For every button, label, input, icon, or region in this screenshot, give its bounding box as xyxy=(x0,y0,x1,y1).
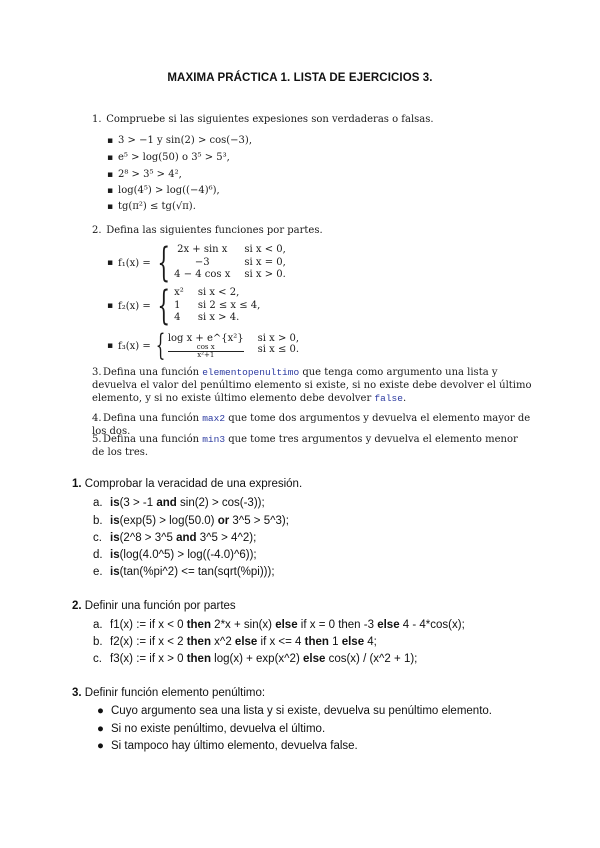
solution-2-heading: 2. Definir una función por partes xyxy=(72,600,236,612)
code-min3: min3 xyxy=(202,434,226,445)
exercise-4: 4.Defina una función max2 que tome dos argumentos y devuelva el elemento mayor de los dos. xyxy=(92,413,531,437)
exercise-2: 2. Defina las siguientes funciones por partes. xyxy=(92,225,323,236)
code-max2: max2 xyxy=(202,413,226,424)
solution-2-item-a: a. f1(x) := if x < 0 then 2*x + sin(x) else if x = 0 then -3 else 4 - 4*cos(x); xyxy=(93,619,465,631)
piecewise-f2 xyxy=(118,283,261,329)
solution-3-bullet: ● Si tampoco hay último elemento, devuelva false. xyxy=(97,740,358,752)
code-elementopenultimo: elementopenultimo xyxy=(202,367,300,378)
piecewise-f1 xyxy=(118,240,286,286)
bullet-icon: ● xyxy=(97,740,104,752)
exercise-1-item: ▪ tg(π²) ≤ tg(√π). xyxy=(118,201,196,213)
exercise-1-item: ▪ log(4⁵) > log((−4)⁶), xyxy=(118,185,220,197)
exercise-1-text: Compruebe si las siguientes expesiones son verdaderas o falsas. xyxy=(106,114,434,125)
solution-3-bullet: ● Cuyo argumento sea una lista y si existe, devuelva su penúltimo elemento. xyxy=(97,705,492,717)
solution-2-item-c: c. f3(x) := if x > 0 then log(x) + exp(x^2) else cos(x) / (x^2 + 1); xyxy=(93,653,418,665)
bullet-icon: ● xyxy=(97,723,104,735)
bullet-icon: ● xyxy=(97,705,104,717)
left-brace: { xyxy=(155,328,166,363)
exercise-1-item: ▪ 2⁸ > 3⁵ > 4², xyxy=(118,169,182,181)
function-name: ▪ f₃(x) = xyxy=(118,340,151,352)
solution-2-item-b: b. f2(x) := if x < 2 then x^2 else if x <= 4 then 1 else 4; xyxy=(93,636,377,648)
exercise-5: 5.Defina una función min3 que tome tres argumentos y devuelva el elemento menor de los tres. xyxy=(92,434,518,458)
solution-3-heading: 3. Definir función elemento penúltimo: xyxy=(72,687,266,699)
solution-3-bullet: ● Si no existe penúltimo, devuelva el último. xyxy=(97,723,326,735)
code-false: false xyxy=(374,393,403,404)
function-name: ▪ f₂(x) = xyxy=(118,300,151,312)
exercise-3: 3.Defina una función elementopenultimo que tenga como argumento una lista y devuelva el valor del penúltimo elemento si existe, si no existe debe devolver el último elemento, y si no existe último elemento debe devolver false. xyxy=(92,367,532,404)
solution-1-heading: 1. Comprobar la veracidad de una expresión. xyxy=(72,478,303,490)
exercise-1-item: ▪ e⁵ > log(50) o 3⁵ > 5³, xyxy=(118,152,230,164)
cases-table: log x + e^{x²} si x > 0, $\frac{\text{cos x}}{\text{x²+1}}$ si x ≤ 0. xyxy=(167,332,300,360)
solution-1-item-e: e. is(tan(%pi^2) <= tan(sqrt(%pi))); xyxy=(93,566,275,578)
function-name: ▪ f₁(x) = xyxy=(118,257,151,269)
exercise-1-item: ▪ 3 > −1 y sin(2) > cos(−3), xyxy=(118,135,252,147)
page-title: MAXIMA PRÁCTICA 1. LISTA DE EJERCICIOS 3. xyxy=(167,72,433,84)
exercise-2-text: Defina las siguientes funciones por partes. xyxy=(106,225,323,236)
solution-1-item-a: a. is(3 > -1 and sin(2) > cos(-3)); xyxy=(93,497,265,509)
cases-table: 2x + sin x si x < 0, −3 si x = 0, 4 − 4 cos x si x > 0. xyxy=(174,244,286,281)
solution-1-item-c: c. is(2^8 > 3^5 and 3^5 > 4^2); xyxy=(93,532,257,544)
left-brace: { xyxy=(157,240,170,286)
piecewise-f3 xyxy=(118,328,300,363)
cases-table: x² si x < 2, 1 si 2 ≤ x ≤ 4, 4 si x > 4. xyxy=(174,287,261,324)
exercise-1: 1. Compruebe si las siguientes expesiones son verdaderas o falsas. xyxy=(92,114,434,125)
solution-1-item-b: b. is(exp(5) > log(50.0) or 3^5 > 5^3); xyxy=(93,515,289,527)
fraction: $\frac{\text{cos x}}{\text{x²+1}}$ xyxy=(168,344,244,359)
solution-1-item-d: d. is(log(4.0^5) > log((-4.0)^6)); xyxy=(93,549,257,561)
left-brace: { xyxy=(157,283,170,329)
